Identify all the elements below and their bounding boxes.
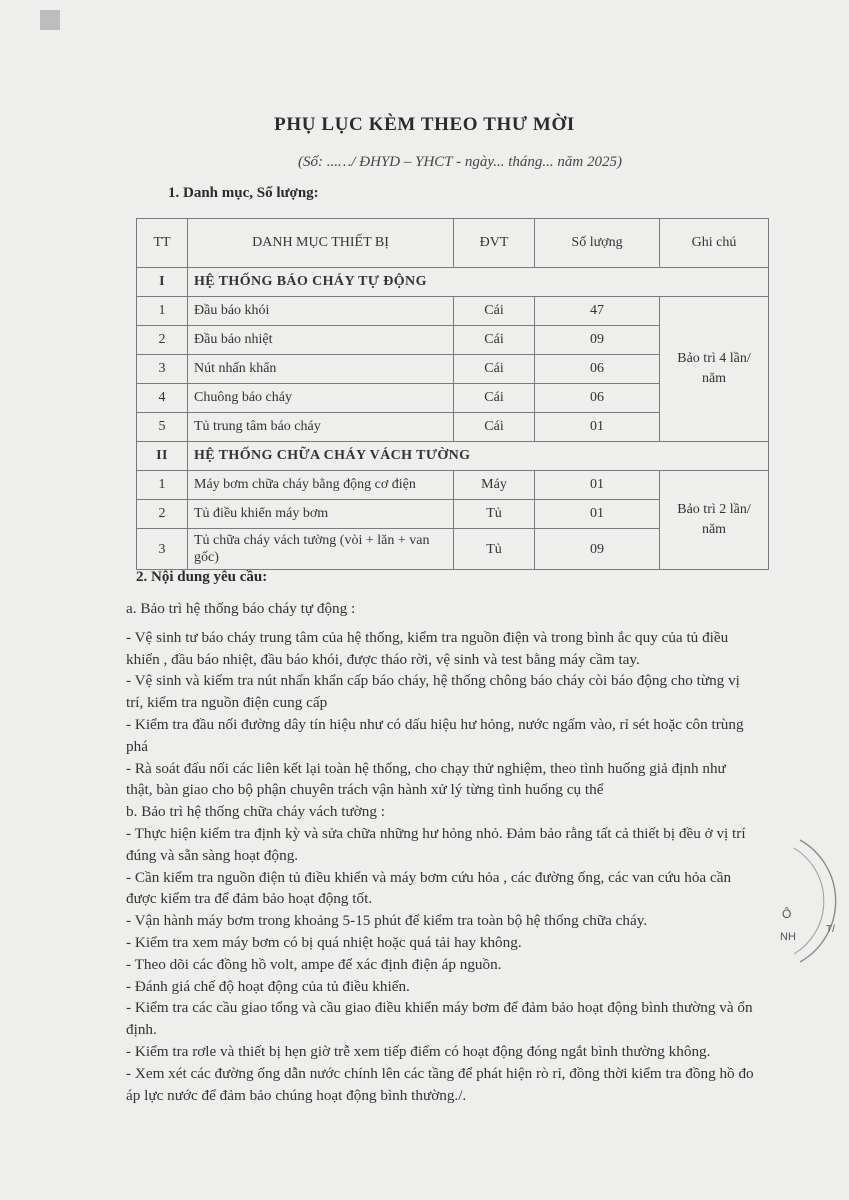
row-unit: Cái <box>454 326 535 355</box>
row-equipment: Tủ trung tâm báo cháy <box>188 413 454 442</box>
paragraph: a. Bảo trì hệ thống báo cháy tự động : <box>126 600 356 617</box>
row-number: 3 <box>137 529 188 570</box>
row-equipment: Đầu báo khói <box>188 297 454 326</box>
paragraph: - Vệ sinh và kiểm tra nút nhấn khẩn cấp báo cháy, hệ thống chông báo cháy còi báo động cho từng vị trí, kiểm tra nguồn điện cung cấp <box>126 672 740 712</box>
paragraph: - Xem xét các đường ống dẫn nước chính lên các tầng để phát hiện rò rỉ, đồng thời kiểm tra đồng hồ đo áp lực nước để đảm bảo chúng hoạt động bình thường./. <box>126 1064 754 1104</box>
paragraph: - Vệ sinh tư báo cháy trung tâm của hệ thống, kiểm tra nguồn điện và trong bình ắc quy của tủ điều khiển , đầu báo nhiệt, đầu báo khói, được tháo rời, vệ sinh và test bằng máy cầm tay. <box>126 628 729 668</box>
row-number: 3 <box>137 355 188 384</box>
group-name: HỆ THỐNG CHỮA CHÁY VÁCH TƯỜNG <box>188 442 769 471</box>
partial-seal-stamp <box>760 836 849 966</box>
row-unit: Máy <box>454 471 535 500</box>
paragraph: - Kiểm tra rơle và thiết bị hẹn giờ trễ xem tiếp điểm có hoạt động đóng ngắt bình thường không. <box>126 1042 711 1060</box>
row-number: 1 <box>137 297 188 326</box>
header-equipment: DANH MỤC THIẾT BỊ <box>188 219 454 268</box>
scan-corner-mark <box>40 10 60 30</box>
paragraph: - Vận hành máy bơm trong khoảng 5-15 phút để kiểm tra toàn bộ hệ thống chữa cháy. <box>126 912 648 930</box>
header-tt: TT <box>137 219 188 268</box>
row-quantity: 06 <box>535 355 660 384</box>
row-unit: Cái <box>454 413 535 442</box>
row-quantity: 06 <box>535 384 660 413</box>
row-unit: Cái <box>454 297 535 326</box>
group-note: Bảo trì 4 lần/ năm <box>660 297 769 442</box>
row-quantity: 09 <box>535 529 660 570</box>
table-row <box>137 471 769 500</box>
section-1-heading: 1. Danh mục, Số lượng: <box>168 185 319 201</box>
row-number: 2 <box>137 326 188 355</box>
row-equipment: Đầu báo nhiệt <box>188 326 454 355</box>
header-quantity: Số lượng <box>535 219 660 268</box>
row-equipment: Tủ điều khiển máy bơm <box>188 500 454 529</box>
requirements-text <box>126 598 756 1106</box>
paragraph: - Kiểm tra các cầu giao tổng và cầu giao điều khiển máy bơm để đảm bảo hoạt động bình thường và ổn định. <box>126 999 753 1039</box>
seal-fragment: T/ <box>826 924 835 935</box>
group-name: HỆ THỐNG BÁO CHÁY TỰ ĐỘNG <box>188 268 769 297</box>
row-quantity: 01 <box>535 500 660 529</box>
table-header-row <box>137 219 769 268</box>
paragraph: - Đánh giá chế độ hoạt động của tủ điều khiển. <box>126 977 410 995</box>
row-quantity: 01 <box>535 471 660 500</box>
paragraph: - Kiểm tra đầu nối đường dây tín hiệu như có dấu hiệu hư hỏng, nước ngấm vào, rỉ sét hoặc côn trùng phá <box>126 715 744 755</box>
seal-fragment: NH <box>780 931 796 943</box>
row-equipment: Chuông báo cháy <box>188 384 454 413</box>
row-unit: Cái <box>454 355 535 384</box>
group-note: Bảo trì 2 lần/ năm <box>660 471 769 570</box>
paragraph: - Rà soát đấu nối các liên kết lại toàn hệ thống, cho chạy thử nghiệm, theo tình huống giả định như thật, bàn giao cho bộ phận chuyên trách vận hành xử lý từng tình huống cụ thể <box>126 759 726 799</box>
group-number: I <box>137 268 188 297</box>
paragraph: - Cần kiểm tra nguồn điện tủ điều khiển và máy bơm cứu hỏa , các đường ống, các van cứu hỏa cần được kiểm tra để đảm bảo hoạt động tốt. <box>126 868 732 908</box>
group-row <box>137 268 769 297</box>
row-unit: Tủ <box>454 500 535 529</box>
row-equipment: Nút nhấn khẩn <box>188 355 454 384</box>
document-title: PHỤ LỤC KÈM THEO THƯ MỜI <box>274 114 575 135</box>
paragraph: b. Bảo trì hệ thống chữa cháy vách tường : <box>126 803 385 821</box>
section-2-heading: 2. Nội dung yêu cầu: <box>136 569 268 585</box>
row-equipment: Tủ chữa cháy vách tường (vòi + lăn + van gốc) <box>188 529 454 570</box>
row-number: 4 <box>137 384 188 413</box>
header-note: Ghi chú <box>660 219 769 268</box>
group-row <box>137 442 769 471</box>
row-number: 5 <box>137 413 188 442</box>
paragraph: - Kiểm tra xem máy bơm có bị quá nhiệt hoặc quá tải hay không. <box>126 933 522 951</box>
row-number: 2 <box>137 500 188 529</box>
row-quantity: 09 <box>535 326 660 355</box>
table-row <box>137 297 769 326</box>
row-equipment: Máy bơm chữa cháy bằng động cơ điện <box>188 471 454 500</box>
row-number: 1 <box>137 471 188 500</box>
row-unit: Tủ <box>454 529 535 570</box>
seal-fragment: Ô <box>782 907 792 921</box>
paragraph: - Theo dõi các đồng hồ volt, ampe để xác định điện áp nguồn. <box>126 955 502 973</box>
row-quantity: 01 <box>535 413 660 442</box>
header-unit: ĐVT <box>454 219 535 268</box>
row-quantity: 47 <box>535 297 660 326</box>
row-unit: Cái <box>454 384 535 413</box>
paragraph: - Thực hiện kiểm tra định kỳ và sửa chữa những hư hỏng nhỏ. Đảm bảo rằng tất cả thiết bị đều ở vị trí đúng và sẵn sàng hoạt động. <box>126 824 746 864</box>
group-number: II <box>137 442 188 471</box>
equipment-table <box>136 218 769 570</box>
document-reference-line: (Số: ...…/ ĐHYD – YHCT - ngày... tháng... năm 2025) <box>298 154 622 170</box>
